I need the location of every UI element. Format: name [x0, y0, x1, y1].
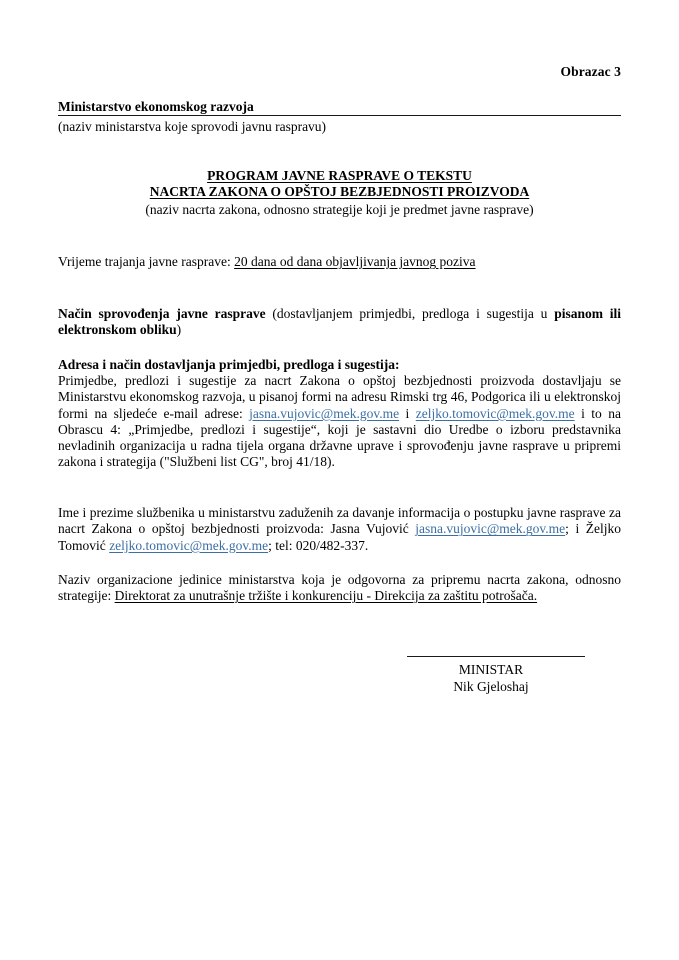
- title-line-2-text: NACRTA ZAKONA O OPŠTOJ BEZBJEDNOSTI PROIZVODA: [149, 184, 530, 199]
- ministry-name: Ministarstvo ekonomskog razvoja: [58, 99, 621, 116]
- contact-text-2: ; i Željko Tomović: [58, 521, 621, 553]
- title-line-1-text: PROGRAM JAVNE RASPRAVE O TEKSTU: [207, 168, 472, 183]
- ministry-header: [58, 99, 621, 135]
- contact-text-3: ; tel: 020/482-337.: [268, 537, 369, 553]
- contact-text-1: Ime i prezime službenika u ministarstvu zaduženih za davanje informacija o postupku javne rasprave za nacrt Zakona o opštoj bezbjednosti proizvoda: Jasna Vujović: [58, 505, 621, 537]
- address-text-3: i to na Obrascu 4: „Primjedbe, predlozi i sugestije“, koji je sastavni dio Uredbe o izboru predstavnika nevladinih organizacija u radna tijela organa državne uprave i sprovođenju javne rasprave u pripremi zakona i strategija ("Službeni list CG", broj 41/18).: [58, 405, 621, 470]
- signature-block: [371, 656, 621, 695]
- duration-value: 20 dana od dana objavljivanja javnog poziva: [234, 254, 476, 269]
- address-text-2: i: [399, 405, 416, 421]
- address-text-1: Primjedbe, predlozi i sugestije za nacrt Zakona o opštoj bezbjednosti proizvoda dostavljaju se Ministarstvu ekonomskog razvoja, u pisanoj formi na adresu Rimski trg 46, Podgorica ili u elektronskoj formi na sljedeće e-mail adrese:: [58, 373, 621, 421]
- title-line-2: [58, 184, 621, 200]
- signature-name: Nik Gjeloshaj: [453, 679, 529, 694]
- form-number: Obrazac 3: [560, 64, 621, 79]
- address-heading-text: Adresa i način dostavljanja primjedbi, predloga i sugestija:: [58, 357, 400, 372]
- title-line-1: [58, 168, 621, 184]
- email-link-zeljko-tomovic[interactable]: zeljko.tomovic@mek.gov.me: [415, 405, 575, 421]
- address-paragraph: [58, 373, 621, 471]
- title-caption: (naziv nacrta zakona, odnosno strategije koji je predmet javne rasprave): [145, 202, 534, 217]
- email-link-jasna-vujovic[interactable]: jasna.vujovic@mek.gov.me: [249, 405, 400, 421]
- contact-paragraph: [58, 505, 621, 554]
- signature-rule: [407, 656, 585, 657]
- method-paragraph: [58, 306, 621, 339]
- method-text-close: ): [176, 322, 182, 338]
- duration-paragraph: [58, 254, 621, 270]
- method-text-open: (dostavljanjem primjedbi, predloga i sugestija u: [272, 306, 555, 321]
- unit-paragraph: [58, 572, 621, 605]
- duration-label: Vrijeme trajanja javne rasprave:: [58, 254, 235, 269]
- unit-text-1: Naziv organizacione jedinice ministarstva koja je odgovorna za pripremu nacrta zakona, odnosno strategije:: [58, 572, 621, 604]
- email-link-contact-jasna-vujovic[interactable]: jasna.vujovic@mek.gov.me: [415, 521, 566, 537]
- method-heading: Način sprovođenja javne rasprave: [58, 306, 273, 321]
- ministry-caption: (naziv ministarstva koje sprovodi javnu raspravu): [58, 119, 327, 134]
- signature-role: MINISTAR: [458, 662, 524, 677]
- document-title-block: [58, 168, 621, 218]
- email-link-contact-zeljko-tomovic[interactable]: zeljko.tomovic@mek.gov.me: [109, 537, 269, 553]
- unit-underlined-text: Direktorat za unutrašnje tržište i konkurenciju - Direkcija za zaštitu potrošača.: [114, 588, 538, 604]
- address-heading: [58, 357, 621, 373]
- method-emphasis: pisanom ili elektronskom obliku: [58, 306, 621, 338]
